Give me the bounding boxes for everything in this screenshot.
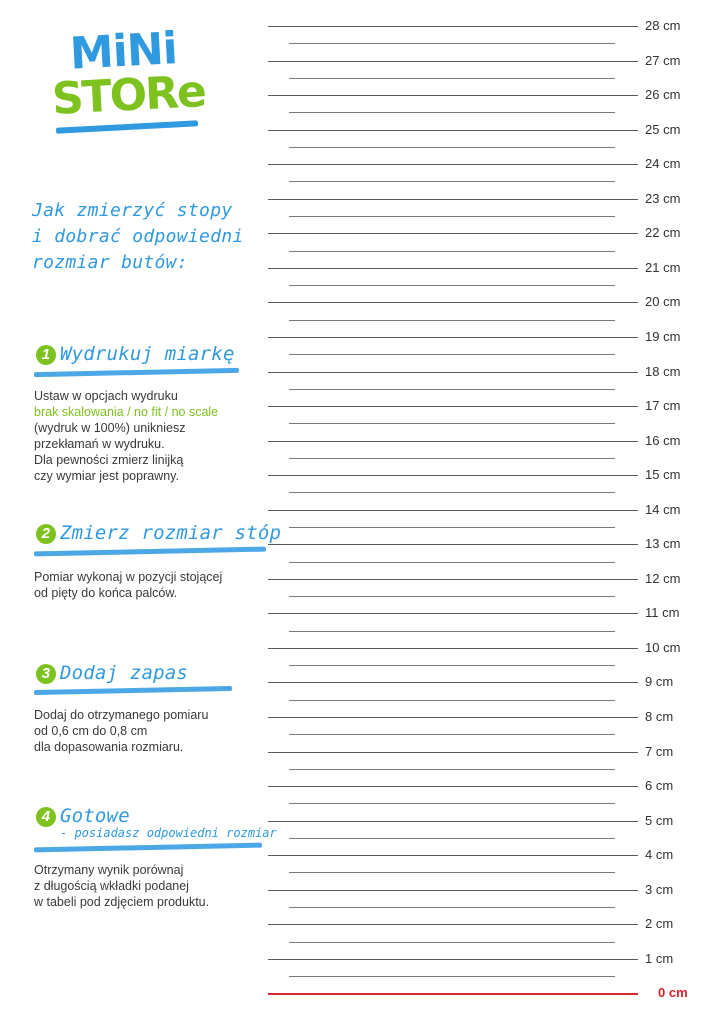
- ruler-half-cm-line: [289, 907, 615, 908]
- ruler-cm-label: 15 cm: [645, 467, 681, 483]
- ruler-cm-label: 21 cm: [645, 259, 681, 275]
- step-4-badge: 4: [36, 807, 56, 827]
- ruler-cm-line: [268, 821, 638, 822]
- ruler-cm-label: 12 cm: [645, 570, 681, 586]
- ruler-half-cm-line: [289, 631, 615, 632]
- ruler-cm-line: [268, 406, 638, 407]
- ruler-cm-line: [268, 302, 638, 303]
- ruler-cm-label: 5 cm: [645, 812, 674, 828]
- ruler-cm-label: 27 cm: [645, 52, 681, 68]
- intro-line-1: Jak zmierzyć stopy: [32, 200, 233, 221]
- ruler-half-cm-line: [289, 769, 615, 770]
- ruler-cm-line: [268, 648, 638, 649]
- ruler-cm-label: 14 cm: [645, 501, 681, 517]
- ruler-cm-line: [268, 475, 638, 476]
- ruler-cm-label: 2 cm: [645, 916, 674, 932]
- ruler-cm-label: 1 cm: [645, 950, 674, 966]
- step-1-line: Dla pewności zmierz linijką: [34, 453, 184, 467]
- ruler-cm-line: [268, 337, 638, 338]
- step-4-title-text: Gotowe: [60, 805, 130, 827]
- ruler-half-cm-line: [289, 527, 615, 528]
- ruler-cm-line: [268, 233, 638, 234]
- ruler-cm-label: 25 cm: [645, 121, 681, 137]
- ruler-cm-line: [268, 268, 638, 269]
- ruler-half-cm-line: [289, 976, 615, 977]
- step-4-line: w tabeli pod zdjęciem produktu.: [34, 895, 210, 909]
- ruler-cm-line: [268, 372, 638, 373]
- ruler-half-cm-line: [289, 562, 615, 563]
- ruler-cm-line: [268, 855, 638, 856]
- ruler-half-cm-line: [289, 734, 615, 735]
- ruler-half-cm-line: [289, 354, 615, 355]
- ruler-cm-line: [268, 441, 638, 442]
- ruler-cm-label: 8 cm: [645, 709, 674, 724]
- ruler-half-cm-line: [289, 43, 615, 44]
- step-1-line: Ustaw w opcjach wydruku: [34, 389, 178, 403]
- ruler-half-cm-line: [289, 320, 615, 321]
- ruler-cm-label: 10 cm: [645, 639, 681, 655]
- step-4-line: Otrzymany wynik porównaj: [34, 863, 184, 877]
- ruler-half-cm-line: [289, 423, 615, 424]
- ruler-cm-line: [268, 682, 638, 683]
- ruler-cm-label: 6 cm: [645, 778, 674, 794]
- ruler-half-cm-line: [289, 389, 615, 390]
- step-3-line: dla dopasowania rozmiaru.: [34, 740, 184, 754]
- ruler-half-cm-line: [289, 112, 615, 113]
- ruler-cm-label: 11 cm: [645, 605, 680, 621]
- ruler-cm-line: [268, 959, 638, 960]
- ruler-cm-label: 7 cm: [645, 743, 674, 759]
- step-2-line: Pomiar wykonaj w pozycji stojącej: [34, 570, 223, 584]
- ruler-cm-label: 24 cm: [645, 156, 681, 172]
- ruler-half-cm-line: [289, 458, 615, 459]
- ruler-cm-line: [268, 164, 638, 165]
- ruler-half-cm-line: [289, 181, 615, 182]
- ruler-half-cm-line: [289, 492, 615, 493]
- ruler-cm-line: [268, 752, 638, 753]
- ruler-cm-line: [268, 717, 638, 718]
- ruler-cm-line: [268, 26, 638, 27]
- ruler-cm-line: [268, 510, 638, 511]
- ruler-half-cm-line: [289, 251, 615, 252]
- step-3-line: od 0,6 cm do 0,8 cm: [34, 724, 148, 738]
- ruler-cm-label: 0 cm: [658, 985, 688, 1001]
- ruler-half-cm-line: [289, 942, 615, 943]
- ruler-cm-label: 18 cm: [645, 363, 681, 379]
- logo-text-mini: MiNi: [68, 23, 179, 80]
- step-3-line: Dodaj do otrzymanego pomiaru: [34, 708, 209, 722]
- step-3-title-text: Dodaj zapas: [60, 662, 189, 684]
- step-2-title-text: Zmierz rozmiar stóp: [60, 522, 282, 544]
- ruler-cm-line: [268, 924, 638, 925]
- step-4-line: z długością wkładki podanej: [34, 879, 189, 893]
- step-1-line: przekłamań w wydruku.: [34, 437, 165, 451]
- step-2-line: od pięty do końca palców.: [34, 586, 178, 600]
- step-1-badge: 1: [36, 345, 56, 365]
- step-1-line: (wydruk w 100%) unikniesz: [34, 421, 186, 435]
- ruler-cm-label: 4 cm: [645, 847, 674, 863]
- ruler-half-cm-line: [289, 216, 615, 217]
- ruler-half-cm-line: [289, 665, 615, 666]
- ruler-cm-line: [268, 613, 638, 614]
- intro-line-3: rozmiar butów:: [32, 252, 188, 273]
- ruler-half-cm-line: [289, 872, 615, 873]
- ruler-cm-label: 19 cm: [645, 328, 681, 344]
- logo-text-store: STORe: [50, 66, 207, 125]
- step-2-badge: 2: [36, 524, 56, 544]
- ruler-cm-line: [268, 579, 638, 580]
- ruler-cm-label: 26 cm: [645, 87, 681, 103]
- ruler-cm-line: [268, 993, 638, 995]
- ruler-cm-line: [268, 61, 638, 62]
- ruler-half-cm-line: [289, 803, 615, 804]
- ruler-cm-label: 16 cm: [645, 432, 681, 448]
- ruler-half-cm-line: [289, 838, 615, 839]
- ruler-half-cm-line: [289, 147, 615, 148]
- step-3-badge: 3: [36, 664, 56, 684]
- ruler-half-cm-line: [289, 700, 615, 701]
- ruler-cm-label: 20 cm: [645, 294, 681, 310]
- ruler-half-cm-line: [289, 596, 615, 597]
- ruler-cm-label: 17 cm: [645, 398, 681, 414]
- ruler-cm-line: [268, 199, 638, 200]
- ruler-cm-label: 28 cm: [645, 18, 681, 33]
- ruler-cm-label: 23 cm: [645, 190, 681, 206]
- step-1-highlight: brak skalowania / no fit / no scale: [34, 405, 219, 419]
- ruler-cm-line: [268, 130, 638, 131]
- ruler-half-cm-line: [289, 285, 615, 286]
- step-4-subtitle: - posiadasz odpowiedni rozmiar: [60, 826, 277, 840]
- step-1-title-text: Wydrukuj miarkę: [60, 343, 235, 365]
- ruler-cm-label: 9 cm: [645, 674, 674, 690]
- ruler-cm-label: 3 cm: [645, 881, 674, 897]
- ruler-cm-label: 22 cm: [645, 225, 681, 241]
- ruler-half-cm-line: [289, 78, 615, 79]
- ruler-cm-line: [268, 890, 638, 891]
- intro-line-2: i dobrać odpowiedni: [32, 226, 244, 247]
- ruler-cm-line: [268, 95, 638, 96]
- ruler-cm-line: [268, 786, 638, 787]
- ruler-cm-line: [268, 544, 638, 545]
- ruler-cm-label: 13 cm: [645, 536, 681, 552]
- step-1-line: czy wymiar jest poprawny.: [34, 469, 179, 483]
